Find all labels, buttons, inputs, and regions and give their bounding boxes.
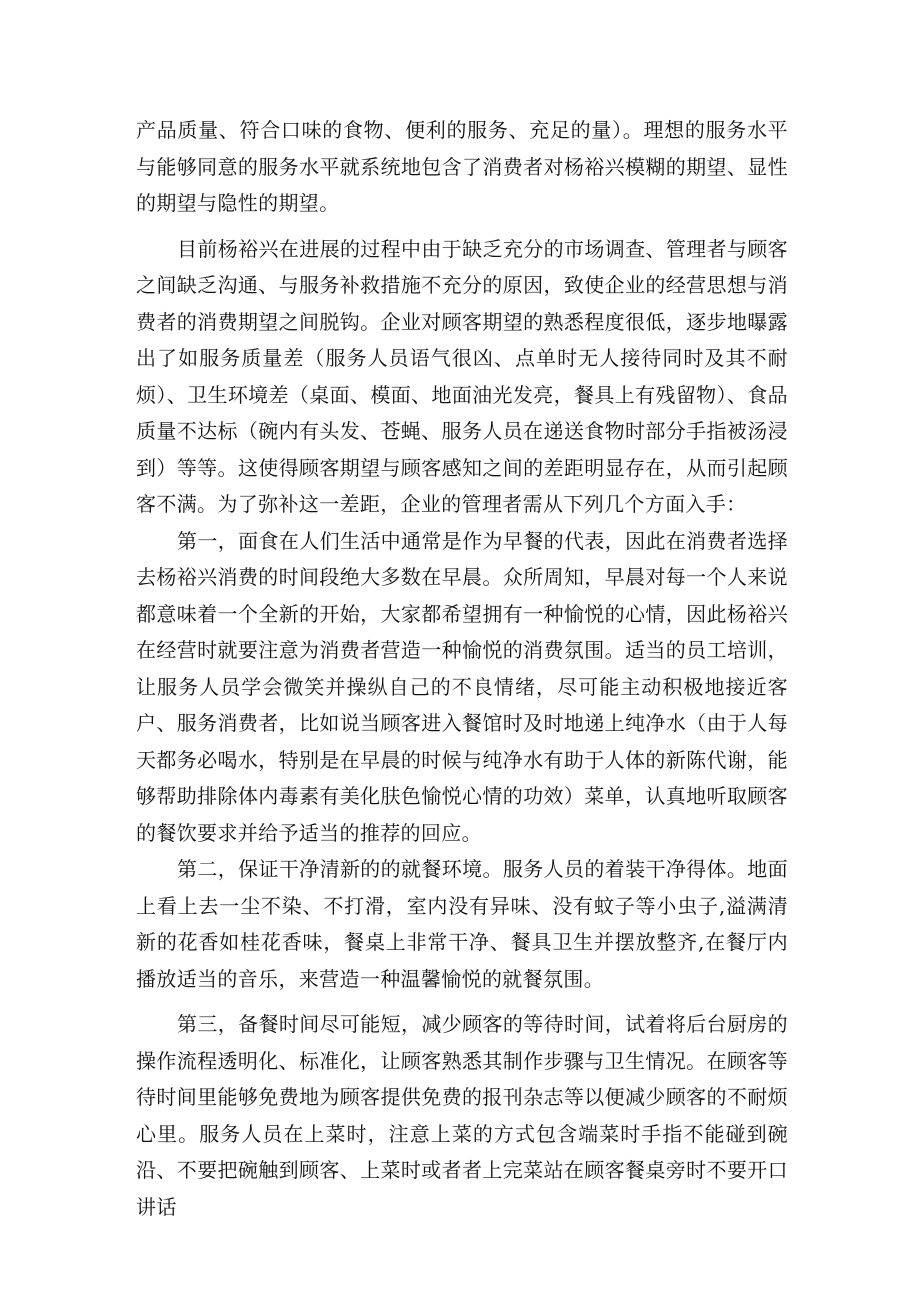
paragraph-second-point: 第二，保证干净清新的的就餐环境。服务人员的着装干净得体。地面上看上去一尘不染、不打滑，室内没有异味、没有蚊子等小虫子,溢满清新的花香如桂花香味，餐桌上非常干净、餐具卫生并摆放整齐,在餐厅内播放适当的音乐，来营造一种温馨愉悦的就餐氛围。 [136,857,788,991]
paragraph-first-point: 第一，面食在人们生活中通常是作为早餐的代表，因此在消费者选择去杨裕兴消费的时间段绝大多数在早晨。众所周知，早晨对每一个人来说都意味着一个全新的开始，大家都希望拥有一种愉悦的心情，因此杨裕兴在经营时就要注意为消费者营造一种愉悦的消费氛围。适当的员工培训，让服务人员学会微笑并操纵自己的不良情绪，尽可能主动积极地接近客户、服务消费者，比如说当顾客进入餐馆时及时地递上纯净水（由于人每天都务必喝水，特别是在早晨的时候与纯净水有助于人体的新陈代谢，能够帮助排除体内毒素有美化肤色愉悦心情的功效）菜单，认真地听取顾客的餐饮要求并给予适当的推荐的回应。 [136,528,788,845]
document-body [136,112,788,1225]
paragraph-current-situation: 目前杨裕兴在进展的过程中由于缺乏充分的市场调查、管理者与顾客之间缺乏沟通、与服务补救措施不充分的原因，致使企业的经营思想与消费者的消费期望之间脱钩。企业对顾客期望的熟悉程度很低，逐步地曝露出了如服务质量差（服务人员语气很凶、点单时无人接待同时及其不耐烦）、卫生环境差（桌面、模面、地面油光发亮，餐具上有残留物）、食品质量不达标（碗内有头发、苍蝇、服务人员在递送食物时部分手指被汤浸到）等等。这使得顾客期望与顾客感知之间的差距明显存在，从而引起顾客不满。为了弥补这一差距，企业的管理者需从下列几个方面入手： [136,236,788,516]
paragraph-third-point: 第三，备餐时间尽可能短，减少顾客的等待时间，试着将后台厨房的操作流程透明化、标准化，让顾客熟悉其制作步骤与卫生情况。在顾客等待时间里能够免费地为顾客提供免费的报刊杂志等以便减少顾客的不耐烦心里。服务人员在上菜时，注意上菜的方式包含端菜时手指不能碰到碗沿、不要把碗触到顾客、上菜时或者者上完菜站在顾客餐桌旁时不要开口讲话 [136,1012,788,1219]
paragraph-continuation: 产品质量、符合口味的食物、便利的服务、充足的量）。理想的服务水平与能够同意的服务水平就系统地包含了消费者对杨裕兴模糊的期望、显性的期望与隐性的期望。 [136,118,788,215]
